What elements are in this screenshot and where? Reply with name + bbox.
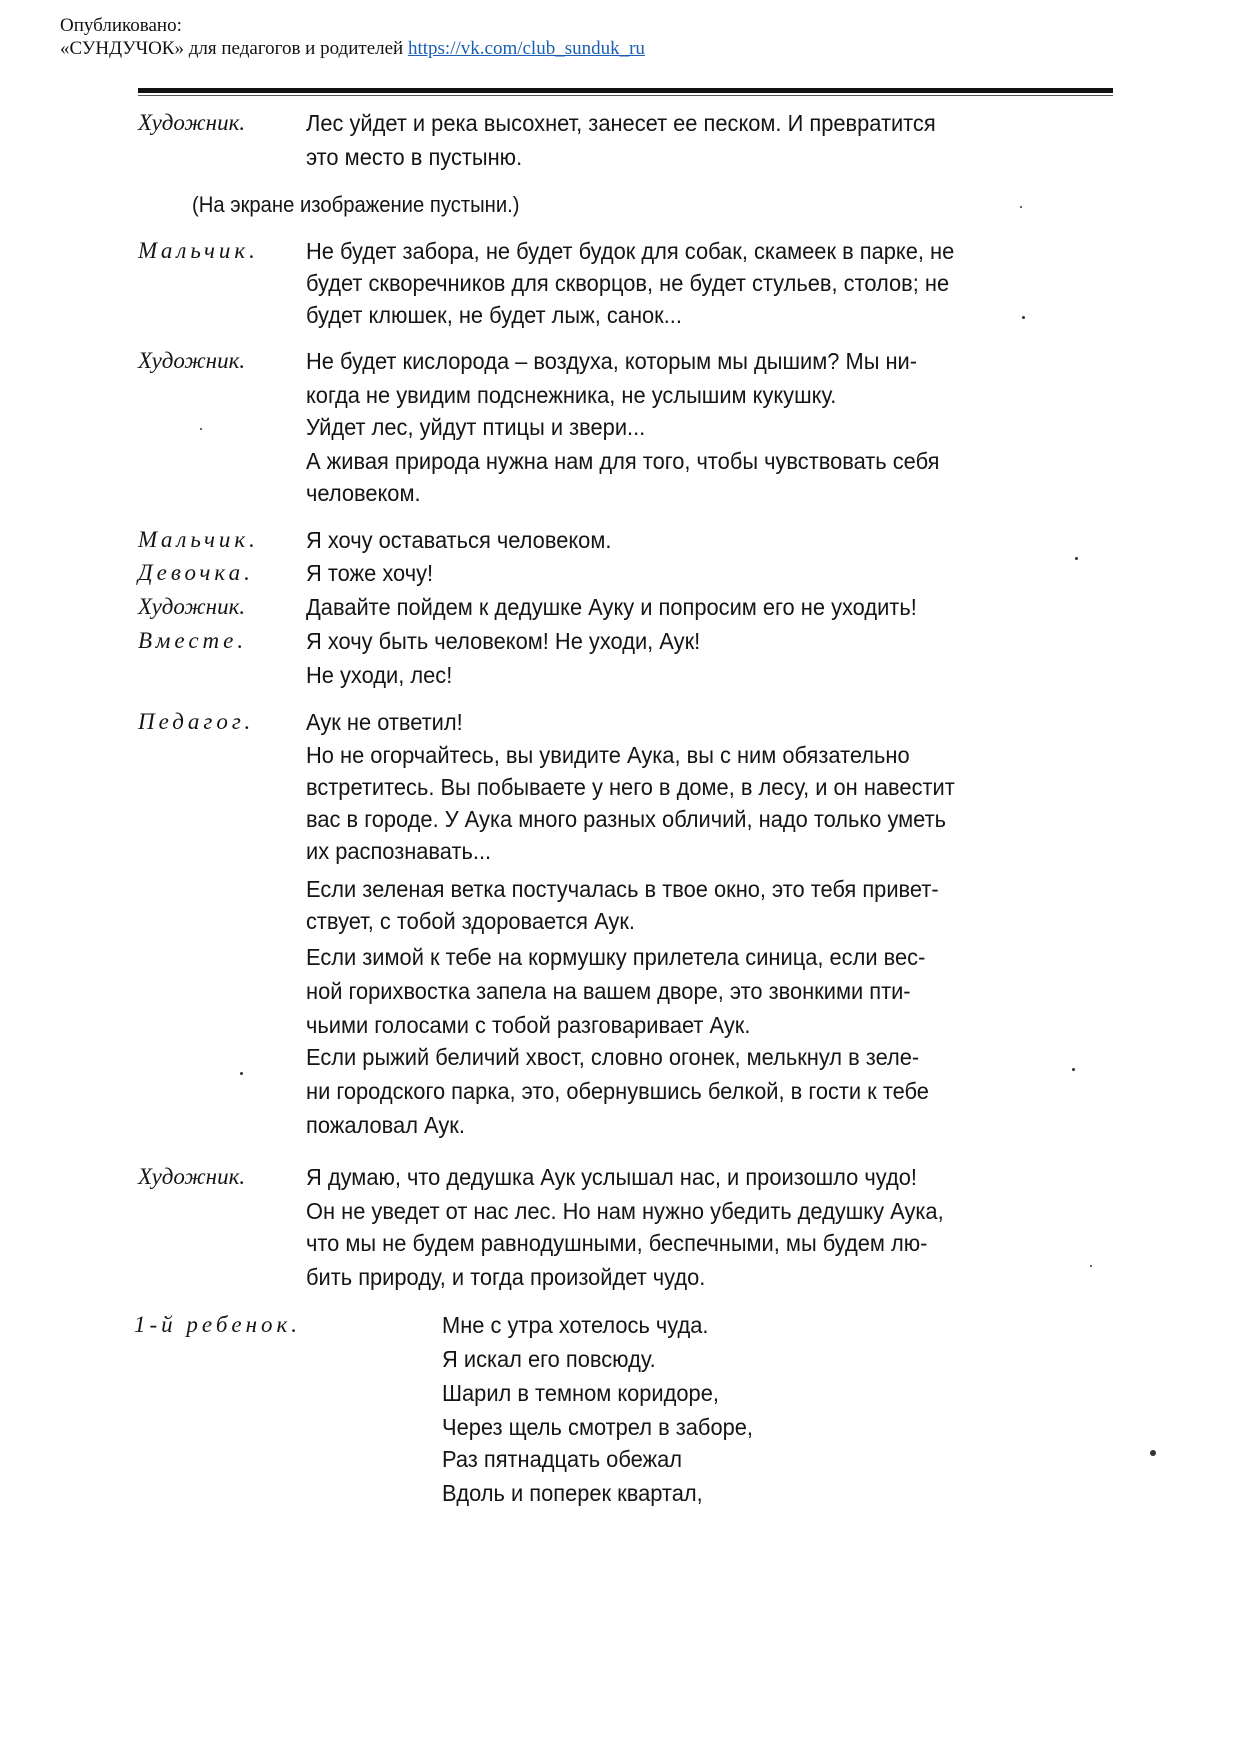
speaker-artist: Художник. <box>138 348 246 373</box>
dialogue-line: Я думаю, что дедушка Аук услышал нас, и произошло чудо! <box>306 1164 917 1190</box>
poem-line: Вдоль и поперек квартал, <box>442 1480 703 1506</box>
dialogue-line: будет скворечников для скворцов, не будет стульев, столов; не <box>306 270 950 296</box>
dialogue-line: ни городского парка, это, обернувшись белкой, в гости к тебе <box>306 1078 929 1104</box>
scan-speck <box>1150 1450 1156 1456</box>
scan-speck <box>200 428 202 430</box>
dialogue-line: Аук не ответил! <box>306 709 463 735</box>
scan-speck <box>1075 557 1078 560</box>
dialogue-line: чьими голосами с тобой разговаривает Аук. <box>306 1012 751 1038</box>
scan-speck <box>240 1072 243 1075</box>
speaker-artist: Художник. <box>138 110 246 135</box>
poem-line: Через щель смотрел в заборе, <box>442 1414 753 1440</box>
dialogue-line: Не будет забора, не будет будок для собак, скамеек в парке, не <box>306 238 955 264</box>
dialogue-line: бить природу, и тогда произойдет чудо. <box>306 1264 706 1290</box>
speaker-artist: Художник. <box>138 1164 246 1189</box>
published-label: Опубликовано: <box>60 15 182 36</box>
dialogue-line: что мы не будем равнодушными, беспечными, мы будем лю- <box>306 1230 928 1256</box>
dialogue-line: Если рыжий беличий хвост, словно огонек, мелькнул в зеле- <box>306 1044 920 1070</box>
source-line <box>60 37 645 60</box>
dialogue-line: Если зимой к тебе на кормушку прилетела синица, если вес- <box>306 944 926 970</box>
dialogue-line: будет клюшек, не будет лыж, санок... <box>306 302 682 328</box>
dialogue-line: Я хочу оставаться человеком. <box>306 527 612 553</box>
top-rule-thin <box>138 95 1113 96</box>
speaker-artist: Художник. <box>138 594 246 619</box>
scan-speck <box>1022 316 1025 319</box>
dialogue-line: человеком. <box>306 480 421 506</box>
poem-line: Мне с утра хотелось чуда. <box>442 1312 709 1338</box>
source-link[interactable]: https://vk.com/club_sunduk_ru <box>407 38 645 59</box>
speaker-boy: Мальчик. <box>138 238 259 263</box>
scan-speck <box>1072 1068 1075 1071</box>
dialogue-line: Не будет кислорода – воздуха, которым мы дышим? Мы ни- <box>306 348 918 374</box>
dialogue-line: Я хочу быть человеком! Не уходи, Аук! <box>306 628 701 654</box>
scan-speck <box>1020 206 1022 208</box>
dialogue-line: пожаловал Аук. <box>306 1112 465 1138</box>
dialogue-line: вас в городе. У Аука много разных обличий, надо только уметь <box>306 806 946 832</box>
dialogue-line: Он не уведет от нас лес. Но нам нужно убедить дедушку Аука, <box>306 1198 944 1224</box>
dialogue-line: Но не огорчайтесь, вы увидите Аука, вы с ним обязательно <box>306 742 910 768</box>
dialogue-line: Если зеленая ветка постучалась в твое окно, это тебя привет- <box>306 876 939 902</box>
dialogue-line: когда не увидим подснежника, не услышим кукушку. <box>306 382 837 408</box>
speaker-girl: Девочка. <box>138 560 254 585</box>
speaker-boy: Мальчик. <box>138 527 259 552</box>
scan-speck <box>1090 1265 1092 1267</box>
dialogue-line: встретитесь. Вы побываете у него в доме, в лесу, и он навестит <box>306 774 955 800</box>
dialogue-line: их распознавать... <box>306 838 492 864</box>
source-text: «СУНДУЧОК» для педагогов и родителей <box>60 38 404 59</box>
publication-header <box>60 14 645 60</box>
dialogue-line: Давайте пойдем к дедушке Ауку и попросим его не уходить! <box>306 594 917 620</box>
dialogue-line: Уйдет лес, уйдут птицы и звери... <box>306 414 646 440</box>
top-rule <box>138 88 1113 93</box>
dialogue-line: ной горихвостка запела на вашем дворе, это звонкими пти- <box>306 978 911 1004</box>
stage-direction: (На экране изображение пустыни.) <box>192 192 520 217</box>
poem-line: Я искал его повсюду. <box>442 1346 656 1372</box>
dialogue-line: ствует, с тобой здоровается Аук. <box>306 908 635 934</box>
dialogue-line: Лес уйдет и река высохнет, занесет ее песком. И превратится <box>306 110 936 136</box>
dialogue-line: Не уходи, лес! <box>306 662 453 688</box>
speaker-together: Вместе. <box>138 628 248 653</box>
dialogue-line: это место в пустыню. <box>306 144 523 170</box>
dialogue-line: А живая природа нужна нам для того, чтобы чувствовать себя <box>306 448 940 474</box>
poem-line: Раз пятнадцать обежал <box>442 1446 683 1472</box>
poem-line: Шарил в темном коридоре, <box>442 1380 719 1406</box>
speaker-teacher: Педагог. <box>138 709 255 734</box>
dialogue-line: Я тоже хочу! <box>306 560 434 586</box>
speaker-first-child: 1-й ребенок. <box>134 1312 302 1337</box>
